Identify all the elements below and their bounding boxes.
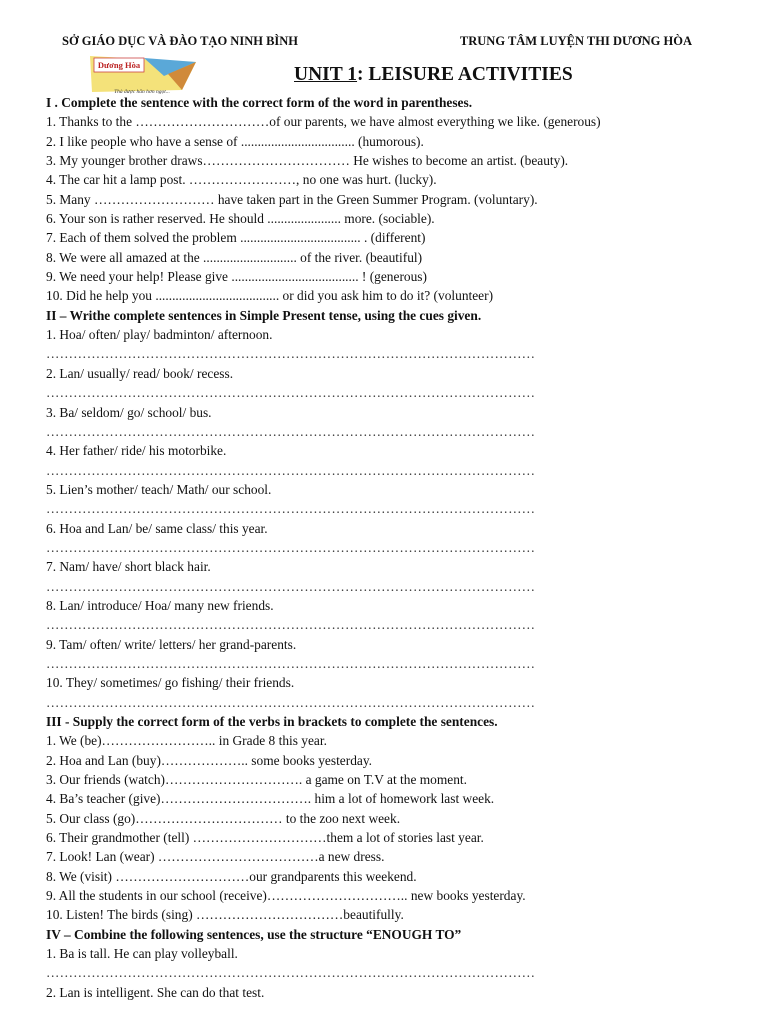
unit-label: UNIT 1: [294, 64, 358, 85]
answer-line: ………………………………………………………………………………………………: [46, 578, 536, 594]
exercise-item: 1. Ba is tall. He can play volleyball.: [46, 946, 238, 962]
section-4-heading: IV – Combine the following sentences, use the structure “ENOUGH TO”: [46, 926, 462, 942]
exercise-item: 6. Your son is rather reserved. He should ...................... more. (sociable).: [46, 211, 435, 227]
exercise-item: 4. Ba’s teacher (give)……………………………. him a lot of homework last week.: [46, 791, 495, 807]
exercise-item: 4. Her father/ ride/ his motorbike.: [46, 443, 227, 459]
exercise-item: 2. Hoa and Lan (buy)……………….. some books yesterday.: [46, 752, 373, 768]
exercise-item: 8. Lan/ introduce/ Hoa/ many new friends.: [46, 597, 274, 613]
exercise-item: 4. The car hit a lamp post. ……………………, no one was hurt. (lucky).: [46, 172, 437, 188]
page-title: [294, 64, 573, 86]
exercise-item: 8. We were all amazed at the ............................ of the river. (beautiful): [46, 249, 423, 265]
logo-tagline: Thà được hẳn hơn ngọt...: [114, 89, 170, 95]
exercise-item: 9. We need your help! Please give ...................................... ! (generous): [46, 269, 427, 285]
exercise-item: 3. Our friends (watch)…………………………. a game on T.V at the moment.: [46, 772, 467, 788]
answer-line: ………………………………………………………………………………………………: [46, 423, 536, 439]
section-2-heading: II – Writhe complete sentences in Simple Present tense, using the cues given.: [46, 307, 482, 323]
exercise-item: 6. Their grandmother (tell) …………………………them a lot of stories last year.: [46, 830, 484, 846]
exercise-item: 3. Ba/ seldom/ go/ school/ bus.: [46, 404, 212, 420]
answer-line: ………………………………………………………………………………………………: [46, 965, 536, 981]
exercise-item: 7. Each of them solved the problem .................................... . (different): [46, 230, 426, 246]
exercise-item: 1. We (be)…………………….. in Grade 8 this year.: [46, 733, 327, 749]
logo-text: Dương Hòa: [97, 60, 141, 70]
answer-line: ………………………………………………………………………………………………: [46, 462, 536, 478]
exercise-item: 8. We (visit) …………………………our grandparents this weekend.: [46, 868, 417, 884]
header-center: TRUNG TÂM LUYỆN THI DƯƠNG HÒA: [459, 34, 692, 48]
exercise-item: 5. Our class (go)…………………………… to the zoo next week.: [46, 810, 401, 826]
exercise-item: 10. They/ sometimes/ go fishing/ their friends.: [46, 675, 295, 691]
header-department: SỞ GIÁO DỤC VÀ ĐÀO TẠO NINH BÌNH: [62, 34, 299, 48]
exercise-item: 2. Lan/ usually/ read/ book/ recess.: [46, 365, 234, 381]
answer-line: ………………………………………………………………………………………………: [46, 346, 536, 362]
unit-topic: : LEISURE ACTIVITIES: [357, 64, 573, 85]
answer-line: ………………………………………………………………………………………………: [46, 617, 536, 633]
exercise-item: 1. Thanks to the …………………………of our parents, we have almost everything we like. (generous): [46, 114, 601, 130]
exercise-item: 10. Did he help you ..................................... or did you ask him to do it? (volunteer): [46, 288, 494, 304]
exercise-item: 7. Nam/ have/ short black hair.: [46, 559, 211, 575]
exercise-item: 10. Listen! The birds (sing) ……………………………beautifully.: [46, 907, 404, 923]
exercise-item: 9. All the students in our school (receive)………………………….. new books yesterday.: [46, 888, 526, 904]
worksheet-content: [46, 93, 746, 1002]
exercise-item: 2. I like people who have a sense of .................................. (humorous).: [46, 133, 424, 149]
answer-line: ………………………………………………………………………………………………: [46, 655, 536, 671]
exercise-item: 9. Tam/ often/ write/ letters/ her grand-parents.: [46, 636, 297, 652]
exercise-item: 6. Hoa and Lan/ be/ same class/ this year.: [46, 520, 268, 536]
exercise-item: 3. My younger brother draws…………………………… He wishes to become an artist. (beauty).: [46, 153, 569, 169]
logo: [84, 52, 200, 96]
section-1-heading: I . Complete the sentence with the correct form of the word in parentheses.: [46, 95, 473, 110]
exercise-item: 5. Lien’s mother/ teach/ Math/ our school.: [46, 481, 272, 497]
section-3-heading: III - Supply the correct form of the verbs in brackets to complete the sentences.: [46, 714, 498, 729]
answer-line: ………………………………………………………………………………………………: [46, 539, 536, 555]
exercise-item: 1. Hoa/ often/ play/ badminton/ afternoon.: [46, 327, 273, 343]
answer-line: ………………………………………………………………………………………………: [46, 501, 536, 517]
answer-line: ………………………………………………………………………………………………: [46, 385, 536, 401]
exercise-item: 2. Lan is intelligent. She can do that test.: [46, 984, 265, 1000]
answer-line: ………………………………………………………………………………………………: [46, 694, 536, 710]
exercise-item: 7. Look! Lan (wear) ………………………………a new dress.: [46, 849, 385, 865]
exercise-item: 5. Many ……………………… have taken part in the Green Summer Program. (voluntary).: [46, 191, 538, 207]
